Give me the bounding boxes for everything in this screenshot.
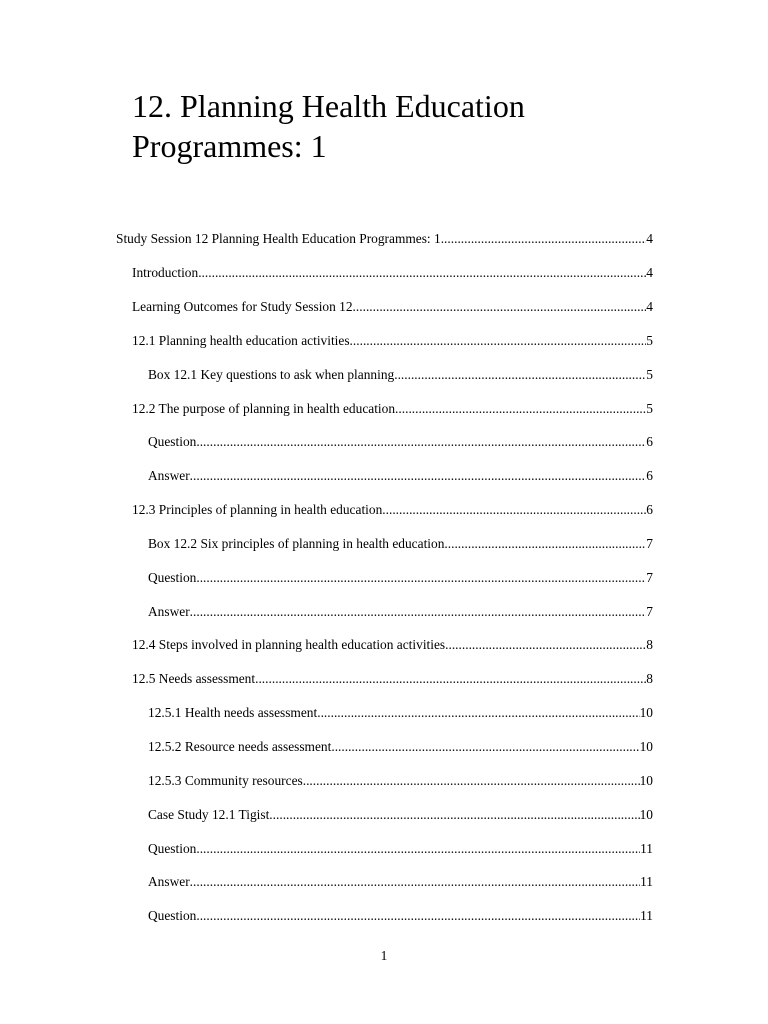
- toc-entry-page: 4: [646, 231, 653, 246]
- toc-entry-12-3[interactable]: [132, 501, 653, 519]
- toc-dot-leader: [445, 636, 646, 654]
- toc-entry-study-session[interactable]: [116, 230, 653, 248]
- toc-entry-introduction[interactable]: [132, 264, 653, 282]
- toc-dot-leader: [444, 535, 646, 553]
- toc-entry-text: Study Session 12 Planning Health Education Programmes: 1: [116, 231, 441, 246]
- toc-entry-12-2[interactable]: [132, 400, 653, 418]
- toc-dot-leader: [196, 840, 640, 858]
- toc-entry-page: 10: [639, 739, 653, 754]
- toc-dot-leader: [331, 738, 639, 756]
- toc-dot-leader: [255, 670, 646, 688]
- toc-entry-page: 5: [646, 401, 653, 416]
- toc-entry-12-5-2[interactable]: [148, 738, 653, 756]
- toc-entry-question[interactable]: [148, 569, 653, 587]
- toc-entry-answer[interactable]: [148, 603, 653, 621]
- toc-entry-text: Box 12.1 Key questions to ask when planning: [148, 367, 395, 382]
- toc-entry-answer[interactable]: [148, 467, 653, 485]
- toc-entry-text: Answer: [148, 604, 190, 619]
- toc-entry-text: Learning Outcomes for Study Session 12: [132, 299, 353, 314]
- toc-entry-question[interactable]: [148, 907, 653, 925]
- toc-entry-page: 11: [640, 874, 653, 889]
- toc-entry-12-5-1[interactable]: [148, 704, 653, 722]
- toc-entry-page: 5: [646, 367, 653, 382]
- toc-entry-12-5[interactable]: [132, 670, 653, 688]
- toc-entry-case-study-12-1[interactable]: [148, 806, 653, 824]
- toc-entry-text: Question: [148, 908, 197, 923]
- toc-entry-text: Introduction: [132, 265, 199, 280]
- toc-entry-page: 6: [646, 434, 653, 449]
- toc-dot-leader: [394, 366, 646, 384]
- toc-dot-leader: [190, 873, 640, 891]
- toc-entry-page: 6: [646, 468, 653, 483]
- toc-entry-page: 4: [646, 265, 653, 280]
- toc-entry-text: Question: [148, 841, 197, 856]
- toc-entry-question[interactable]: [148, 840, 653, 858]
- toc-entry-text: Box 12.2 Six principles of planning in health education: [148, 536, 445, 551]
- toc-entry-text: Question: [148, 570, 197, 585]
- toc-dot-leader: [382, 501, 646, 519]
- toc-entry-text: 12.4 Steps involved in planning health education activities: [132, 637, 446, 652]
- toc-entry-12-4[interactable]: [132, 636, 653, 654]
- toc-dot-leader: [196, 569, 646, 587]
- toc-entry-text: Question: [148, 434, 197, 449]
- toc-dot-leader: [196, 433, 646, 451]
- toc-entry-page: 10: [639, 807, 653, 822]
- toc-entry-12-5-3[interactable]: [148, 772, 653, 790]
- toc-entry-page: 4: [646, 299, 653, 314]
- toc-dot-leader: [353, 298, 647, 316]
- toc-entry-text: 12.1 Planning health education activities: [132, 333, 350, 348]
- toc-entry-page: 5: [646, 333, 653, 348]
- toc-entry-text: Answer: [148, 468, 190, 483]
- page-title-line-1: 12. Planning Health Education: [132, 88, 525, 124]
- toc-entry-page: 11: [640, 841, 653, 856]
- toc-entry-12-1[interactable]: [132, 332, 653, 350]
- toc-dot-leader: [196, 907, 640, 925]
- toc-entry-page: 10: [639, 705, 653, 720]
- toc-entry-page: 6: [646, 502, 653, 517]
- page-number: 1: [380, 948, 388, 963]
- toc-entry-box-12-1[interactable]: [148, 366, 653, 384]
- toc-entry-page: 11: [640, 908, 653, 923]
- toc-entry-text: 12.3 Principles of planning in health education: [132, 502, 383, 517]
- toc-entry-page: 7: [646, 570, 653, 585]
- toc-entry-text: Case Study 12.1 Tigist: [148, 807, 270, 822]
- toc-entry-learning-outcomes[interactable]: [132, 298, 653, 316]
- toc-dot-leader: [395, 400, 646, 418]
- toc-entry-page: 8: [646, 671, 653, 686]
- toc-dot-leader: [350, 332, 647, 350]
- page-title-line-2: Programmes: 1: [132, 128, 327, 164]
- toc-entry-box-12-2[interactable]: [148, 535, 653, 553]
- toc-entry-text: 12.2 The purpose of planning in health education: [132, 401, 396, 416]
- toc-entry-page: 8: [646, 637, 653, 652]
- toc-entry-text: 12.5.2 Resource needs assessment: [148, 739, 332, 754]
- toc-entry-answer[interactable]: [148, 873, 653, 891]
- toc-dot-leader: [198, 264, 646, 282]
- toc-entry-text: 12.5 Needs assessment: [132, 671, 256, 686]
- toc-dot-leader: [317, 704, 639, 722]
- toc-entry-page: 7: [646, 536, 653, 551]
- toc-entry-page: 7: [646, 604, 653, 619]
- toc-entry-text: Answer: [148, 874, 190, 889]
- toc-dot-leader: [190, 603, 647, 621]
- toc-dot-leader: [269, 806, 639, 824]
- toc-entry-text: 12.5.1 Health needs assessment: [148, 705, 318, 720]
- toc-entry-question[interactable]: [148, 433, 653, 451]
- toc-dot-leader: [441, 230, 647, 248]
- toc-dot-leader: [190, 467, 647, 485]
- toc-entry-page: 10: [639, 773, 653, 788]
- toc-entry-text: 12.5.3 Community resources: [148, 773, 303, 788]
- toc-dot-leader: [303, 772, 640, 790]
